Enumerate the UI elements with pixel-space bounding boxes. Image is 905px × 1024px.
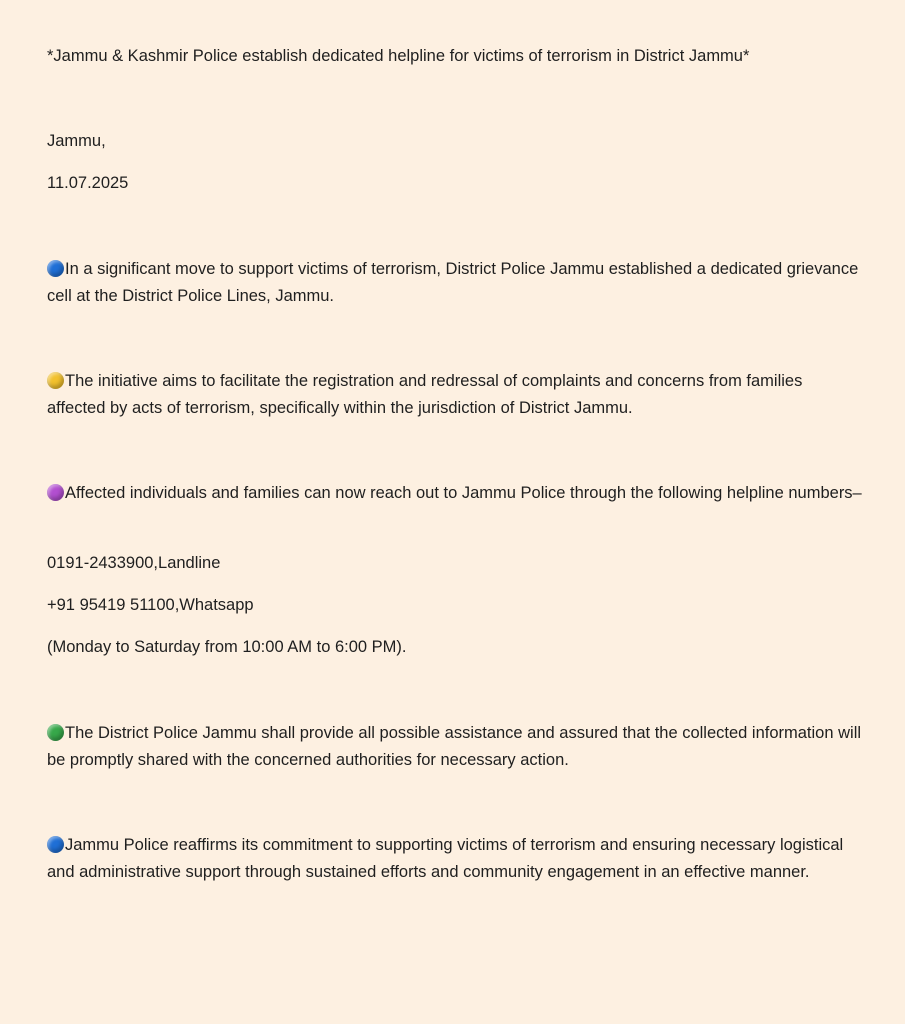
purple-circle-icon [47,484,64,501]
date: 11.07.2025 [47,174,129,192]
yellow-circle-icon [47,372,64,389]
paragraph-initiative [47,368,862,422]
paragraph-commitment [47,832,862,886]
blue-circle-icon [47,260,64,277]
green-circle-icon [47,724,64,741]
paragraph-grievance-cell [47,256,862,310]
blue-circle-icon [47,836,64,853]
headline: *Jammu & Kashmir Police establish dedicated helpline for victims of terrorism in District Jammu* [47,47,750,65]
helpline-whatsapp: +91 95419 51100,Whatsapp [47,596,254,614]
helpline-landline: 0191-2433900,Landline [47,554,221,572]
paragraph-text: The District Police Jammu shall provide all possible assistance and assured that the collected information will be promptly shared with the concerned authorities for necessary action. [47,724,862,769]
helpline-hours: (Monday to Saturday from 10:00 AM to 6:00 PM). [47,638,407,656]
paragraph-assistance [47,720,862,774]
paragraph-text: In a significant move to support victims of terrorism, District Police Jammu established a dedicated grievance cell at the District Police Lines, Jammu. [47,260,859,305]
paragraph-text: The initiative aims to facilitate the registration and redressal of complaints and concerns from families affected by acts of terrorism, specifically within the jurisdiction of District Jammu. [47,372,803,417]
location: Jammu, [47,132,106,150]
paragraph-helpline-intro [47,480,862,507]
paragraph-text: Affected individuals and families can now reach out to Jammu Police through the following helpline numbers– [65,484,862,502]
paragraph-text: Jammu Police reaffirms its commitment to supporting victims of terrorism and ensuring necessary logistical and administrative support through sustained efforts and community engagement in an effective manner. [47,836,844,881]
